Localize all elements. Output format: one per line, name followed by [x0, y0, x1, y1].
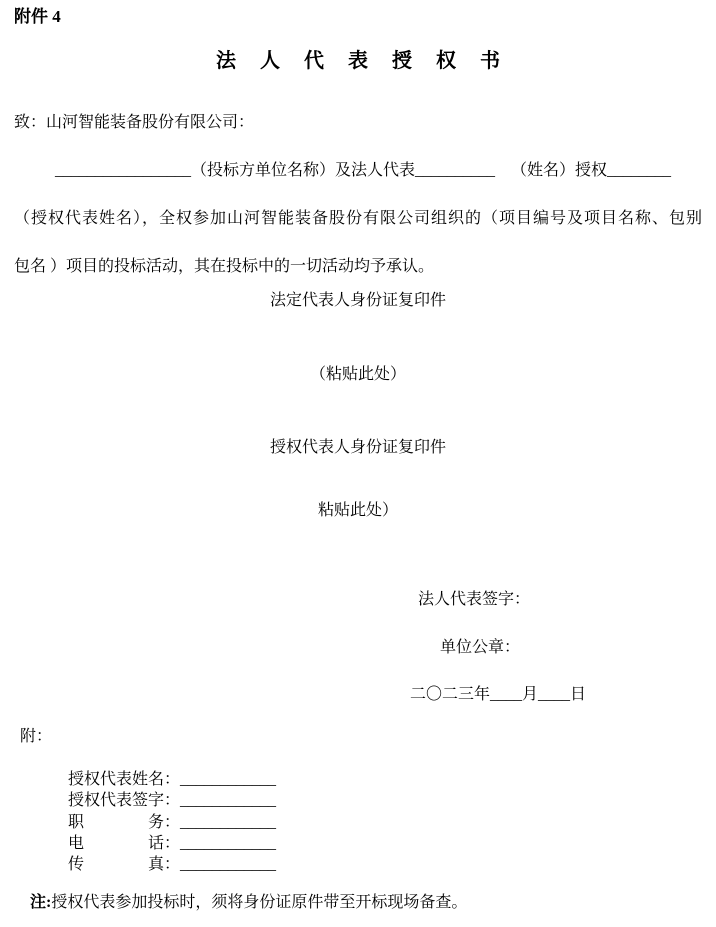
- field-separator: ：: [164, 792, 181, 809]
- field-label: 授权代表姓名: [68, 771, 165, 788]
- field-blank: ____________: [180, 856, 277, 873]
- field-separator: ：: [164, 814, 181, 831]
- body-wrap-line-1: （授权代表姓名），全权参加山河智能装备股份有限公司组织的（项目编号及项目名称、包别: [14, 210, 702, 227]
- field-blank: ____________: [180, 771, 277, 788]
- footnote-prefix: 注:: [30, 894, 52, 911]
- appendix-heading: 附：: [20, 728, 53, 745]
- field-blank: ____________: [180, 792, 277, 809]
- field-separator: ：: [164, 856, 181, 873]
- field-label: 授权代表签字: [68, 792, 165, 809]
- field-blank: ____________: [180, 814, 277, 831]
- field-label: 电话: [68, 835, 164, 852]
- auth-rep-id-copy-title: 授权代表人身份证复印件: [269, 439, 446, 456]
- field-blank: ____________: [180, 835, 277, 852]
- body-wrap-line-2: 包名 ）项目的投标活动，其在投标中的一切活动均予承认。: [14, 258, 435, 275]
- legal-rep-signature-label: 法人代表签字：: [418, 591, 531, 608]
- paste-here-label-1: （粘贴此处）: [309, 366, 406, 383]
- field-separator: ：: [164, 835, 181, 852]
- attachment-label: 附件 4: [14, 7, 61, 26]
- legal-rep-id-copy-title: 法定代表人身份证复印件: [269, 292, 446, 309]
- fill-in-blank-line: _________________（投标方单位名称）及法人代表__________ （姓名）授权________: [55, 162, 672, 179]
- footnote-line: [14, 870, 467, 927]
- field-separator: ：: [164, 771, 181, 788]
- field-label: 传真: [68, 856, 164, 873]
- field-label: 职务: [68, 814, 164, 831]
- date-line: 二〇二三年____月____日: [410, 686, 587, 703]
- paste-here-label-2: 粘贴此处）: [317, 502, 398, 519]
- salutation-line: 致：山河智能装备股份有限公司：: [14, 114, 255, 131]
- company-seal-label: 单位公章：: [440, 639, 521, 656]
- document-title: 法人代表授权书: [216, 50, 524, 72]
- footnote-text: 授权代表参加投标时，须将身份证原件带至开标现场备查。: [51, 894, 468, 911]
